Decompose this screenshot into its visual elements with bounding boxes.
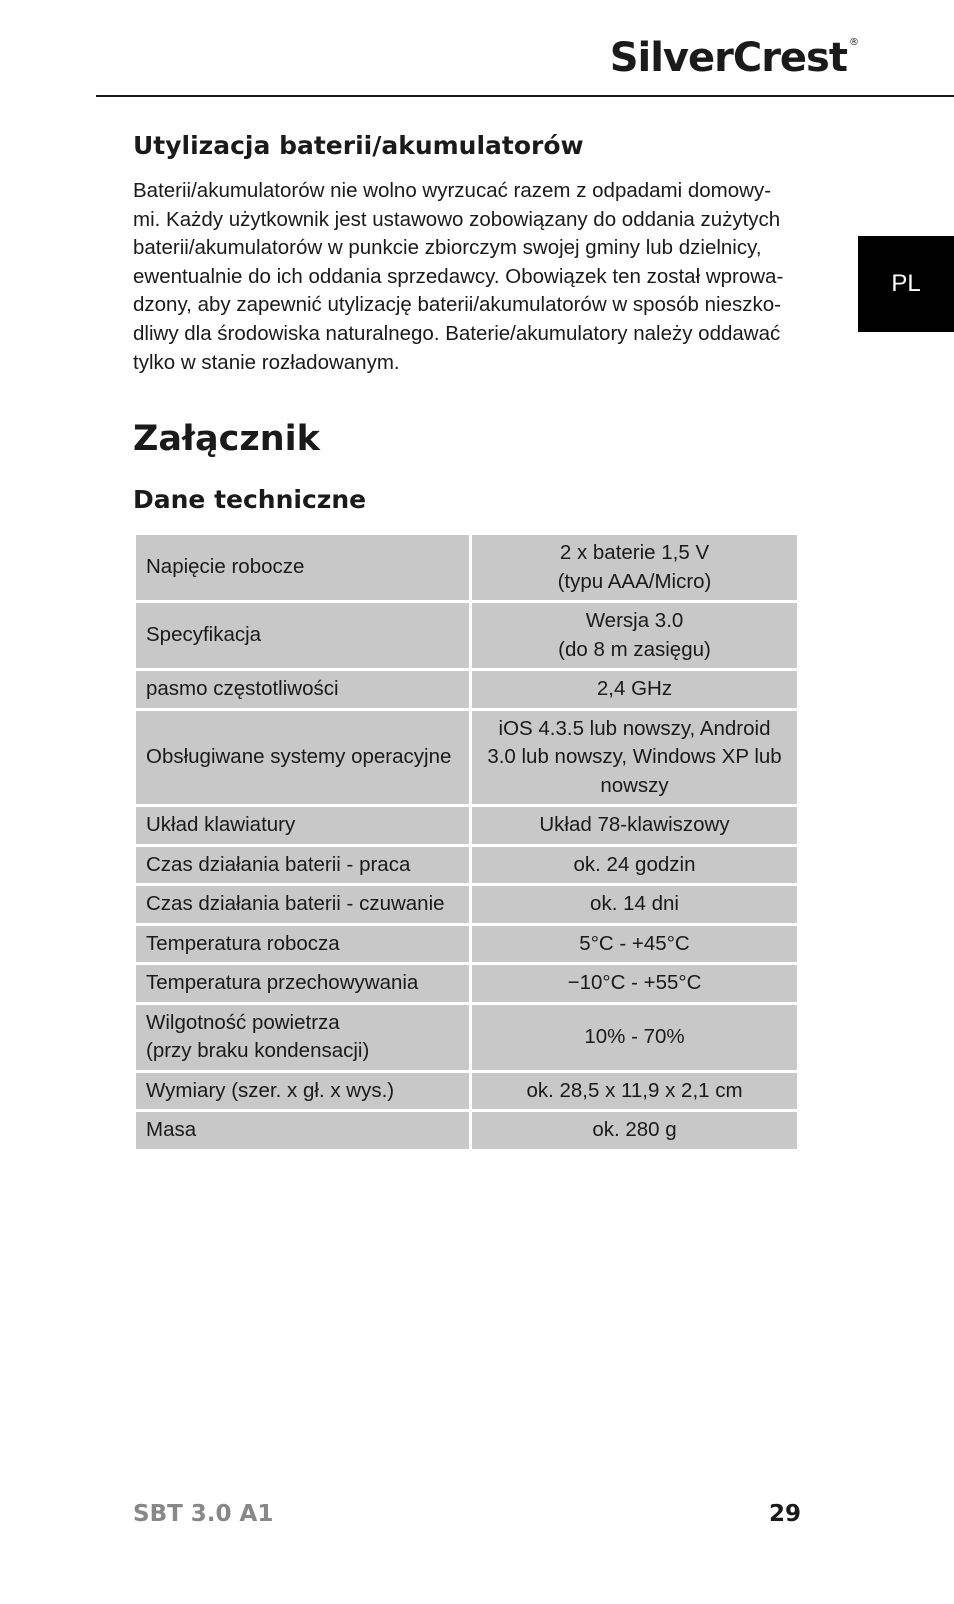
spec-row	[135, 1071, 799, 1111]
spec-label	[135, 885, 471, 925]
footer-model: SBT 3.0 A1	[133, 1501, 274, 1527]
disposal-line: dliwy dla środowiska naturalnego. Baterie/akumulatory należy oddawać	[133, 321, 781, 345]
spec-value	[471, 709, 799, 806]
spec-value	[471, 1071, 799, 1111]
spec-value-line: iOS 4.3.5 lub nowszy, Android	[498, 716, 771, 740]
spec-value-line: 2,4 GHz	[596, 677, 673, 700]
spec-value	[471, 670, 799, 710]
disposal-line: mi. Każdy użytkownik jest ustawowo zobowiązany do oddania zużytych	[133, 207, 781, 231]
spec-label-line: Temperatura robocza	[146, 931, 340, 955]
disposal-line: tylko w stanie rozładowanym.	[133, 350, 400, 374]
spec-label-line: Wymiary (szer. x gł. x wys.)	[146, 1078, 395, 1102]
spec-label-line: Czas działania baterii - praca	[146, 852, 411, 876]
brand-name: SilverCrest	[609, 35, 847, 81]
header-divider	[96, 95, 954, 97]
spec-value-line: nowszy	[600, 773, 669, 797]
spec-value-line: 5°C - +45°C	[579, 931, 690, 955]
specs-table	[133, 532, 800, 1152]
spec-value-line: ok. 14 dni	[590, 892, 679, 915]
spec-value	[471, 1003, 799, 1071]
disposal-line: ewentualnie do ich oddania sprzedawcy. Obowiązek ten został wprowa-	[133, 264, 784, 288]
spec-label-line: Napięcie robocze	[146, 555, 305, 579]
spec-value	[471, 602, 799, 670]
spec-label	[135, 1111, 471, 1151]
spec-label-line: Wilgotność powietrza	[146, 1010, 340, 1034]
appendix-title: Załącznik	[133, 419, 320, 459]
specs-heading: Dane techniczne	[133, 485, 367, 514]
spec-value-line: ok. 280 g	[592, 1118, 677, 1141]
spec-label-line: Temperatura przechowywania	[146, 971, 419, 994]
disposal-line: dzony, aby zapewnić utylizację baterii/akumulatorów w sposób nieszko-	[133, 293, 781, 317]
spec-label-line: Obsługiwane systemy operacyjne	[146, 745, 452, 768]
spec-row	[135, 845, 799, 885]
spec-row	[135, 885, 799, 925]
spec-label-line: (przy braku kondensacji)	[146, 1039, 370, 1062]
spec-label-line: Masa	[146, 1118, 197, 1141]
spec-label-line: pasmo częstotliwości	[146, 677, 339, 700]
spec-row	[135, 670, 799, 710]
spec-row	[135, 602, 799, 670]
language-tab-label: PL	[891, 270, 921, 297]
spec-value-line: 3.0 lub nowszy, Windows XP lub	[487, 745, 782, 768]
spec-value	[471, 964, 799, 1004]
spec-label	[135, 534, 471, 602]
spec-value	[471, 534, 799, 602]
spec-label	[135, 845, 471, 885]
spec-value-line: Wersja 3.0	[585, 609, 684, 632]
spec-label-line: Czas działania baterii - czuwanie	[146, 892, 445, 915]
spec-label	[135, 1071, 471, 1111]
spec-label	[135, 709, 471, 806]
spec-value-line: ok. 24 godzin	[573, 852, 696, 876]
spec-label-line: Układ klawiatury	[146, 813, 296, 836]
spec-value	[471, 1111, 799, 1151]
spec-row	[135, 1111, 799, 1151]
spec-value	[471, 924, 799, 964]
spec-value-line: 2 x baterie 1,5 V	[559, 541, 710, 564]
spec-row	[135, 709, 799, 806]
spec-value	[471, 806, 799, 846]
page-number: 29	[769, 1501, 802, 1527]
spec-label-line: Specyfikacja	[146, 623, 262, 647]
disposal-line: baterii/akumulatorów w punkcie zbiorczym swojej gminy lub dzielnicy,	[133, 236, 762, 260]
spec-value-line: 10% - 70%	[584, 1024, 685, 1048]
spec-row	[135, 1003, 799, 1071]
spec-label	[135, 1003, 471, 1071]
spec-row	[135, 964, 799, 1004]
registered-mark: ®	[849, 37, 858, 48]
spec-row	[135, 806, 799, 846]
spec-label	[135, 924, 471, 964]
brand-logo	[609, 35, 858, 81]
spec-label	[135, 602, 471, 670]
disposal-paragraph	[133, 177, 803, 377]
disposal-heading: Utylizacja baterii/akumulatorów	[133, 131, 584, 160]
spec-row	[135, 924, 799, 964]
spec-value	[471, 845, 799, 885]
spec-value-line: −10°C - +55°C	[567, 971, 702, 994]
disposal-line: Baterii/akumulatorów nie wolno wyrzucać razem z odpadami domowy-	[133, 179, 772, 202]
spec-label	[135, 964, 471, 1004]
spec-label	[135, 670, 471, 710]
spec-value	[471, 885, 799, 925]
spec-value-line: Układ 78-klawiszowy	[539, 813, 730, 836]
spec-value-line: (do 8 m zasięgu)	[558, 637, 711, 661]
spec-value-line: ok. 28,5 x 11,9 x 2,1 cm	[526, 1078, 743, 1102]
spec-row	[135, 534, 799, 602]
spec-label	[135, 806, 471, 846]
language-tab	[858, 236, 954, 332]
spec-value-line: (typu AAA/Micro)	[557, 569, 712, 593]
